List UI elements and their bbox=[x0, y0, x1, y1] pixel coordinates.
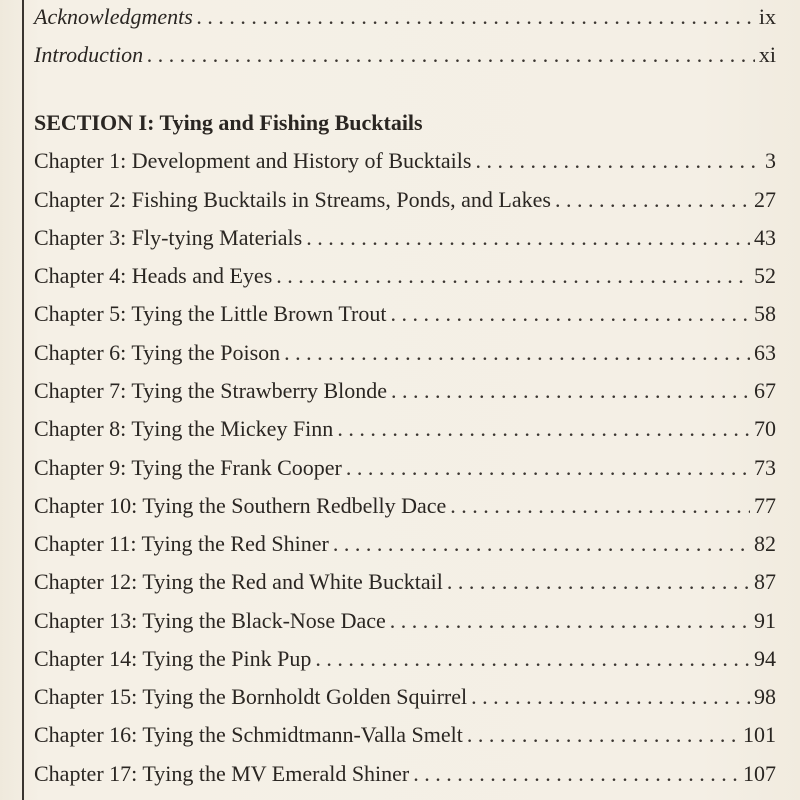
toc-entry-page: 52 bbox=[754, 263, 776, 288]
toc-entry-label: Chapter 16: Tying the Schmidtmann-Valla Smelt bbox=[34, 722, 463, 747]
toc-entry-page: xi bbox=[758, 42, 776, 67]
leader-dots bbox=[413, 759, 739, 789]
toc-entry-label: Chapter 11: Tying the Red Shiner bbox=[34, 531, 329, 556]
toc-entry-page: 82 bbox=[754, 531, 776, 556]
toc-entry-chapter-12[interactable] bbox=[34, 567, 776, 597]
leader-dots bbox=[471, 682, 750, 712]
toc-entry-page: 94 bbox=[754, 646, 776, 671]
leader-dots bbox=[555, 185, 750, 215]
toc-entry-page: 70 bbox=[754, 416, 776, 441]
toc-entry-chapter-11[interactable] bbox=[34, 529, 776, 559]
toc-entry-page: 43 bbox=[754, 225, 776, 250]
toc-entry-label: Chapter 12: Tying the Red and White Bucktail bbox=[34, 569, 443, 594]
leader-dots bbox=[346, 453, 750, 483]
toc-entry-chapter-13[interactable] bbox=[34, 606, 776, 636]
leader-dots bbox=[337, 414, 750, 444]
leader-dots bbox=[147, 40, 755, 70]
leader-dots bbox=[447, 567, 750, 597]
toc-entry-chapter-17[interactable] bbox=[34, 759, 776, 789]
toc-entry-label: Chapter 7: Tying the Strawberry Blonde bbox=[34, 378, 388, 403]
margin-rule bbox=[22, 0, 24, 800]
leader-dots bbox=[276, 261, 750, 291]
leader-dots bbox=[391, 299, 751, 329]
toc-entry-page: 58 bbox=[754, 301, 776, 326]
toc-entry-label: Chapter 6: Tying the Poison bbox=[34, 340, 281, 365]
toc-entry-chapter-9[interactable] bbox=[34, 453, 776, 483]
toc-entry-label: Chapter 3: Fly-tying Materials bbox=[34, 225, 303, 250]
toc-entry-chapter-2[interactable] bbox=[34, 185, 776, 215]
toc-entry-label: Chapter 2: Fishing Bucktails in Streams, Ponds, and Lakes bbox=[34, 187, 551, 212]
toc-entry-label: Chapter 8: Tying the Mickey Finn bbox=[34, 416, 334, 441]
toc-entry-page: 77 bbox=[754, 493, 776, 518]
toc-entry-page: 73 bbox=[754, 455, 776, 480]
toc-entry-page: 91 bbox=[754, 608, 776, 633]
toc-entry-label: Chapter 4: Heads and Eyes bbox=[34, 263, 273, 288]
toc-entry-label: Acknowledgments bbox=[34, 4, 193, 29]
toc-entry-label: Chapter 5: Tying the Little Brown Trout bbox=[34, 301, 387, 326]
toc-entry-page: 101 bbox=[743, 722, 776, 747]
leader-dots bbox=[475, 146, 761, 176]
toc-entry-introduction[interactable] bbox=[34, 40, 776, 70]
toc-entry-label: Chapter 14: Tying the Pink Pup bbox=[34, 646, 312, 671]
toc-entry-chapter-14[interactable] bbox=[34, 644, 776, 674]
toc-entry-chapter-8[interactable] bbox=[34, 414, 776, 444]
toc-entry-chapter-16[interactable] bbox=[34, 720, 776, 750]
leader-dots bbox=[333, 529, 750, 559]
toc-entry-label: Chapter 15: Tying the Bornholdt Golden Squirrel bbox=[34, 684, 468, 709]
toc-entry-page: 98 bbox=[754, 684, 776, 709]
leader-dots bbox=[390, 606, 750, 636]
toc-entry-label: Chapter 13: Tying the Black-Nose Dace bbox=[34, 608, 386, 633]
toc-entry-page: 87 bbox=[754, 569, 776, 594]
toc-entry-page: ix bbox=[758, 4, 776, 29]
leader-dots bbox=[197, 2, 755, 32]
section-heading: SECTION I: Tying and Fishing Bucktails bbox=[34, 110, 423, 135]
toc-entry-page: 107 bbox=[743, 761, 776, 786]
toc-entry-acknowledgments[interactable] bbox=[34, 2, 776, 32]
toc-entry-chapter-15[interactable] bbox=[34, 682, 776, 712]
leader-dots bbox=[450, 491, 750, 521]
toc-entry-label: Chapter 1: Development and History of Bucktails bbox=[34, 148, 472, 173]
leader-dots bbox=[467, 720, 739, 750]
toc-entry-label: Introduction bbox=[34, 42, 144, 67]
toc-entry-label: Chapter 10: Tying the Southern Redbelly Dace bbox=[34, 493, 447, 518]
toc-entry-label: Chapter 17: Tying the MV Emerald Shiner bbox=[34, 761, 410, 786]
toc-entry-page: 27 bbox=[754, 187, 776, 212]
toc-entry-page: 3 bbox=[765, 148, 776, 173]
toc-entry-chapter-4[interactable] bbox=[34, 261, 776, 291]
toc-entry-label: Chapter 9: Tying the Frank Cooper bbox=[34, 455, 342, 480]
leader-dots bbox=[391, 376, 750, 406]
toc-entry-chapter-1[interactable] bbox=[34, 146, 776, 176]
leader-dots bbox=[306, 223, 750, 253]
toc-entry-chapter-3[interactable] bbox=[34, 223, 776, 253]
leader-dots bbox=[315, 644, 750, 674]
toc-entry-chapter-5[interactable] bbox=[34, 299, 776, 329]
toc-entry-chapter-10[interactable] bbox=[34, 491, 776, 521]
toc-entry-page: 63 bbox=[754, 340, 776, 365]
toc-entry-page: 67 bbox=[754, 378, 776, 403]
toc-entry-chapter-6[interactable] bbox=[34, 338, 776, 368]
leader-dots bbox=[284, 338, 750, 368]
toc-entry-chapter-7[interactable] bbox=[34, 376, 776, 406]
